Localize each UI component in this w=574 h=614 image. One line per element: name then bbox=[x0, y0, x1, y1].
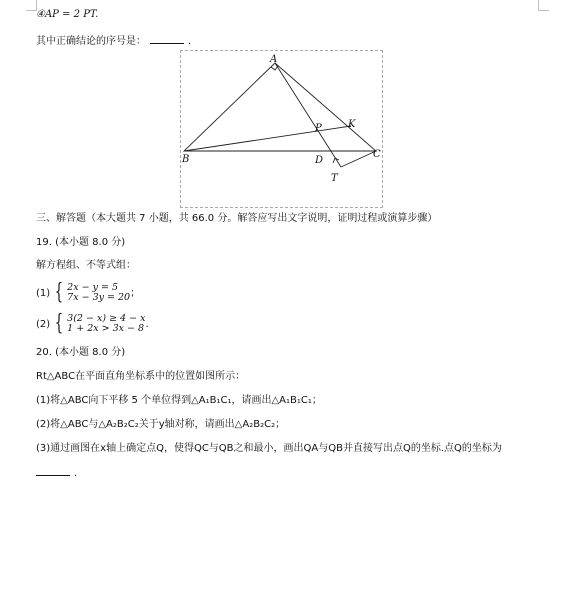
brace-glyph: { bbox=[54, 280, 64, 305]
question-prompt: 其中正确结论的序号是： bbox=[36, 36, 146, 47]
q19-part2-end: . bbox=[145, 319, 149, 330]
label-c: C bbox=[373, 149, 381, 160]
q19-header: 19. (本小题 8.0 分) bbox=[36, 237, 126, 248]
question-prompt-line bbox=[36, 33, 191, 49]
label-b: B bbox=[182, 154, 190, 165]
brace-glyph: { bbox=[54, 311, 64, 336]
label-k: K bbox=[348, 119, 356, 130]
geometry-diagram bbox=[181, 51, 382, 207]
section-title: 三、解答题（本大题共 7 小题，共 66.0 分。解答应写出文字说明，证明过程或演算步骤） bbox=[36, 213, 438, 224]
answer-blank[interactable] bbox=[150, 33, 184, 44]
q19-part1 bbox=[36, 282, 140, 305]
q20-answer-line bbox=[36, 465, 77, 481]
q19-intro: 解方程组、不等式组： bbox=[36, 260, 136, 271]
q20-answer-blank[interactable] bbox=[36, 465, 70, 476]
geometry-figure bbox=[180, 50, 383, 208]
q19-part2-label: (2) bbox=[36, 319, 51, 330]
label-p: P bbox=[315, 123, 322, 134]
q19-part2 bbox=[36, 313, 149, 336]
q19-part1-end: ； bbox=[130, 288, 141, 299]
q20-part3: (3)通过画图在x轴上确定点Q，使得QC与QB之和最小，画出QA与QB并直接写出点Q的坐标.点Q的坐标为 bbox=[36, 443, 502, 454]
label-t: T bbox=[331, 173, 338, 184]
q19-part1-eq2: 7x − 3y = 20 bbox=[67, 292, 131, 303]
q19-part2-ineq2: 1 + 2x > 3x − 8 bbox=[67, 323, 145, 334]
triangle-abc bbox=[184, 63, 376, 151]
conclusion-item-4: ④AP = 2 PT. bbox=[36, 9, 99, 20]
segment-bk bbox=[184, 126, 351, 151]
label-d: D bbox=[315, 155, 324, 166]
q20-part1: (1)将△ABC向下平移 5 个单位得到△A₁B₁C₁，请画出△A₁B₁C₁； bbox=[36, 395, 322, 406]
q20-part2: (2)将△ABC与△A₂B₂C₂关于y轴对称，请画出△A₂B₂C₂； bbox=[36, 419, 286, 430]
q20-header: 20. (本小题 8.0 分) bbox=[36, 347, 126, 358]
q20-intro: Rt△ABC在平面直角坐标系中的位置如图所示： bbox=[36, 371, 246, 382]
q19-part2-ineq1: 3(2 − x) ≥ 4 − x bbox=[67, 313, 146, 324]
q19-part1-label: (1) bbox=[36, 288, 51, 299]
page-corner-mark-right bbox=[538, 0, 549, 11]
q19-part1-eq1: 2x − y = 5 bbox=[67, 282, 118, 293]
q20-answer-end: . bbox=[74, 468, 78, 479]
label-a: A bbox=[270, 54, 278, 65]
segment-tc bbox=[341, 151, 376, 167]
prompt-period: . bbox=[188, 36, 192, 47]
